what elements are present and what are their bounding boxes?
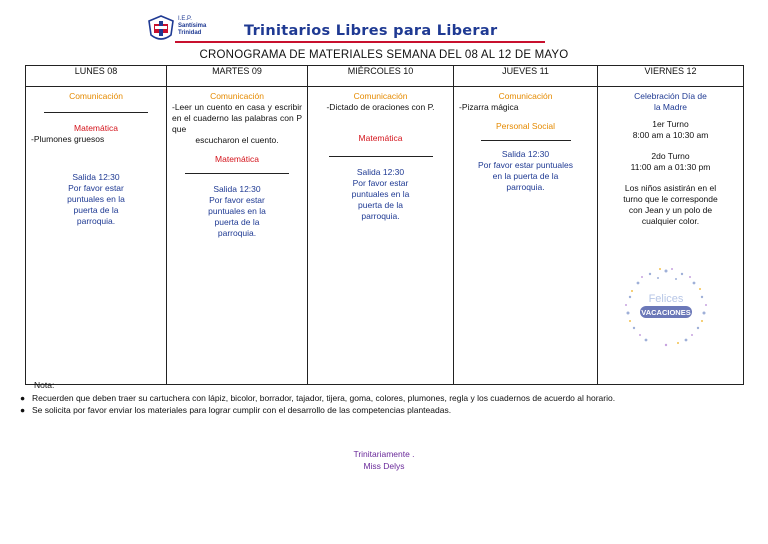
salida-note <box>459 149 592 193</box>
subject-comunicacion: Comunicación <box>69 91 123 101</box>
salida-line: parroquia. <box>76 216 116 226</box>
day-header: MARTES 09 <box>167 66 308 87</box>
salida-line: puntuales en la <box>351 189 410 199</box>
material-item: escucharon el cuento. <box>195 135 279 145</box>
subject-matematica: Matemática <box>358 133 403 143</box>
signature-name: Miss Delys <box>363 461 405 471</box>
blank-line <box>185 173 289 174</box>
day-header: VIERNES 12 <box>598 66 744 87</box>
shift-line: 1er Turno <box>652 119 689 129</box>
day-cell-tuesday <box>167 87 308 385</box>
note-text: Recuerden que deben traer su cartuchera con lápiz, bicolor, borrador, tajador, tijera, goma, colores, plumones, regla y los cuadernos de acuerdo al horario. <box>32 392 616 403</box>
salida-note <box>313 167 448 222</box>
salida-line: en la puerta de la <box>492 171 559 181</box>
salida-line: puerta de la <box>73 205 119 215</box>
shift-one <box>603 119 738 141</box>
salida-line: puntuales en la <box>67 194 125 204</box>
school-motto: Trinitarios Libres para Liberar <box>244 23 498 39</box>
document-header <box>0 0 768 62</box>
blank-line <box>44 112 148 113</box>
table-header-row <box>26 66 744 87</box>
school-crest-icon <box>146 15 176 43</box>
material-item: -Leer un cuento en casa y escribir en el cuaderno las palabras con P que <box>172 102 302 134</box>
school-name-line: I.E.P. <box>178 16 192 22</box>
salida-note <box>31 172 161 227</box>
event-title <box>603 91 738 113</box>
blank-line <box>481 140 571 141</box>
school-name-line: Santísima <box>178 23 207 29</box>
subject-matematica: Matemática <box>215 154 259 164</box>
event-title-line: la Madre <box>653 102 688 112</box>
salida-line: Salida 12:30 <box>72 172 120 182</box>
school-name-line: Trinidad <box>178 30 202 36</box>
salida-line: Por favor estar <box>68 183 124 193</box>
school-name <box>178 16 206 37</box>
salida-line: parroquia. <box>506 182 545 192</box>
salida-line: parroquia. <box>217 228 257 238</box>
attendance-line: turno que le corresponde <box>623 194 718 204</box>
salida-line: Por favor estar puntuales <box>478 160 573 170</box>
shift-line: 2do Turno <box>651 151 690 161</box>
material-item: -Pizarra mágica <box>459 102 519 112</box>
note-text: Se solicita por favor enviar los materiales para lograr cumplir con el desarrollo de las competencias planteadas. <box>32 405 452 415</box>
page-title: CRONOGRAMA DE MATERIALES SEMANA DEL 08 AL 12 DE MAYO <box>199 49 569 61</box>
signature-line: Trinitariamente . <box>353 449 415 459</box>
note-item <box>20 404 712 417</box>
day-cell-wednesday <box>308 87 454 385</box>
shift-line: 8:00 am a 10:30 am <box>632 130 709 140</box>
bullet-icon: ● <box>20 392 26 403</box>
notes-label: Nota: <box>34 380 55 390</box>
salida-line: Por favor estar <box>352 178 409 188</box>
shift-line: 11:00 am a 01:30 pm <box>630 162 711 172</box>
event-title-line: Celebración Día de <box>634 91 707 101</box>
signature <box>0 448 768 472</box>
day-cell-thursday <box>454 87 598 385</box>
salida-line: puerta de la <box>214 217 260 227</box>
subject-personal-social: Personal Social <box>495 121 556 131</box>
salida-line: puerta de la <box>358 200 403 210</box>
salida-line: Salida 12:30 <box>501 149 550 159</box>
attendance-line: Los niños asistirán en el <box>624 183 717 193</box>
notes-section <box>20 379 712 417</box>
badge-felices: Felices <box>648 293 684 305</box>
felices-vacaciones-badge <box>620 265 712 351</box>
day-header: MIÉRCOLES 10 <box>308 66 454 87</box>
header-divider <box>175 41 545 43</box>
day-cell-monday <box>26 87 167 385</box>
salida-line: puntuales en la <box>208 206 266 216</box>
salida-line: Salida 12:30 <box>356 167 405 177</box>
subject-comunicacion: Comunicación <box>353 91 408 101</box>
shift-two <box>603 151 738 173</box>
attendance-line: cualquier color. <box>641 216 700 226</box>
salida-line: parroquia. <box>361 211 400 221</box>
material-item: -Plumones gruesos <box>31 134 105 144</box>
day-header: LUNES 08 <box>26 66 167 87</box>
material-item: -Dictado de oraciones con P. <box>326 102 435 112</box>
salida-line: Por favor estar <box>209 195 265 205</box>
salida-note <box>172 184 302 239</box>
day-header: JUEVES 11 <box>454 66 598 87</box>
subject-matematica: Matemática <box>74 123 118 133</box>
subject-comunicacion: Comunicación <box>498 91 553 101</box>
subject-comunicacion: Comunicación <box>210 91 264 101</box>
attendance-note <box>603 183 738 227</box>
attendance-line: con Jean y un polo de <box>628 205 713 215</box>
note-item <box>20 392 712 405</box>
badge-vacaciones: VACACIONES <box>641 308 691 317</box>
bullet-icon: ● <box>20 405 26 415</box>
salida-line: Salida 12:30 <box>213 184 261 194</box>
blank-line <box>329 156 433 157</box>
